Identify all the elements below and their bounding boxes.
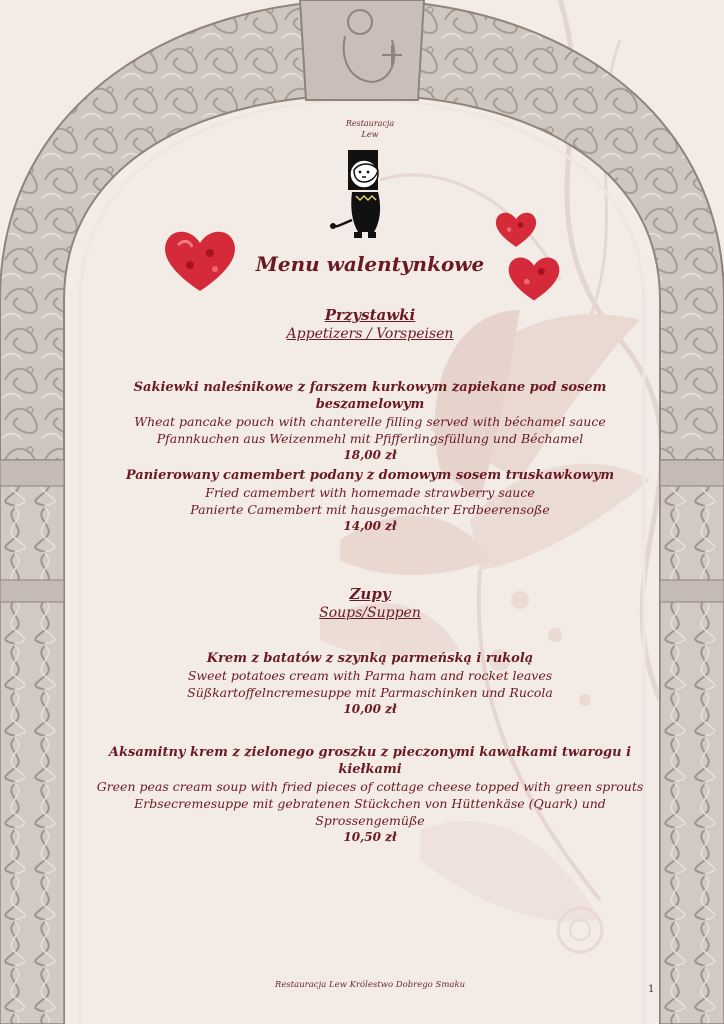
menu-title: Menu walentynkowe: [255, 252, 485, 276]
heart-icon: [493, 208, 539, 250]
dish-name: Krem z batatów z szynką parmeńską i rukolą: [206, 651, 534, 666]
dish-description-en: Green peas cream soup with fried pieces of cottage cheese topped with green sprouts: [96, 779, 644, 794]
dish-price: 10,50 zł: [343, 830, 397, 844]
logo-caption-line2: Lew: [361, 130, 379, 139]
dish-description-en: Sweet potatoes cream with Parma ham and rocket leaves: [187, 668, 553, 683]
logo-caption-line1: Restauracja: [345, 119, 395, 128]
menu-item: [80, 379, 660, 464]
dish-name: Panierowany camembert podany z domowym sosem truskawkowym: [125, 468, 615, 483]
dish-description-en: Fried camembert with homemade strawberry sauce: [205, 485, 535, 500]
dish-description-de: Erbsecremesuppe mit gebratenen Stückchen von Hüttenkäse (Quark) und Sprossengemüße: [134, 796, 606, 828]
menu-item: [80, 650, 660, 718]
dish-price: 14,00 zł: [343, 519, 397, 533]
dish-price: 18,00 zł: [343, 448, 397, 462]
section-heading-soups: [80, 585, 660, 623]
dish-price: 10,00 zł: [343, 702, 397, 716]
logo-caption: [80, 118, 660, 140]
menu-item: [80, 467, 660, 535]
dish-name: Sakiewki naleśnikowe z farszem kurkowym zapiekane pod sosem beszamelowym: [133, 380, 607, 412]
section-title-en: Appetizers / Vorspeisen: [286, 326, 454, 342]
page-number: 1: [648, 984, 655, 995]
lion-logo-icon: [330, 148, 400, 240]
dish-description-de: Panierte Camembert mit hausgemachter Erdbeerensoße: [190, 502, 550, 517]
dish-description-de: Pfannkuchen aus Weizenmehl mit Pfifferlingsfüllung und Béchamel: [156, 431, 584, 446]
menu-content: [80, 0, 660, 1024]
section-title-en: Soups/Suppen: [319, 605, 421, 621]
section-title-pl: Zupy: [349, 585, 391, 603]
dish-name: Aksamitny krem z zielonego groszku z pieczonymi kawałkami twarogu i kiełkami: [108, 745, 632, 777]
menu-item: [80, 744, 660, 846]
section-title-pl: Przystawki: [324, 306, 416, 324]
dish-description-de: Süßkartoffelncremesuppe mit Parmaschinken und Rucola: [187, 685, 553, 700]
footer-text: Restauracja Lew Królestwo Dobrego Smaku: [274, 980, 466, 990]
dish-description-en: Wheat pancake pouch with chanterelle filling served with béchamel sauce: [134, 414, 606, 429]
section-heading-appetizers: [80, 306, 660, 344]
